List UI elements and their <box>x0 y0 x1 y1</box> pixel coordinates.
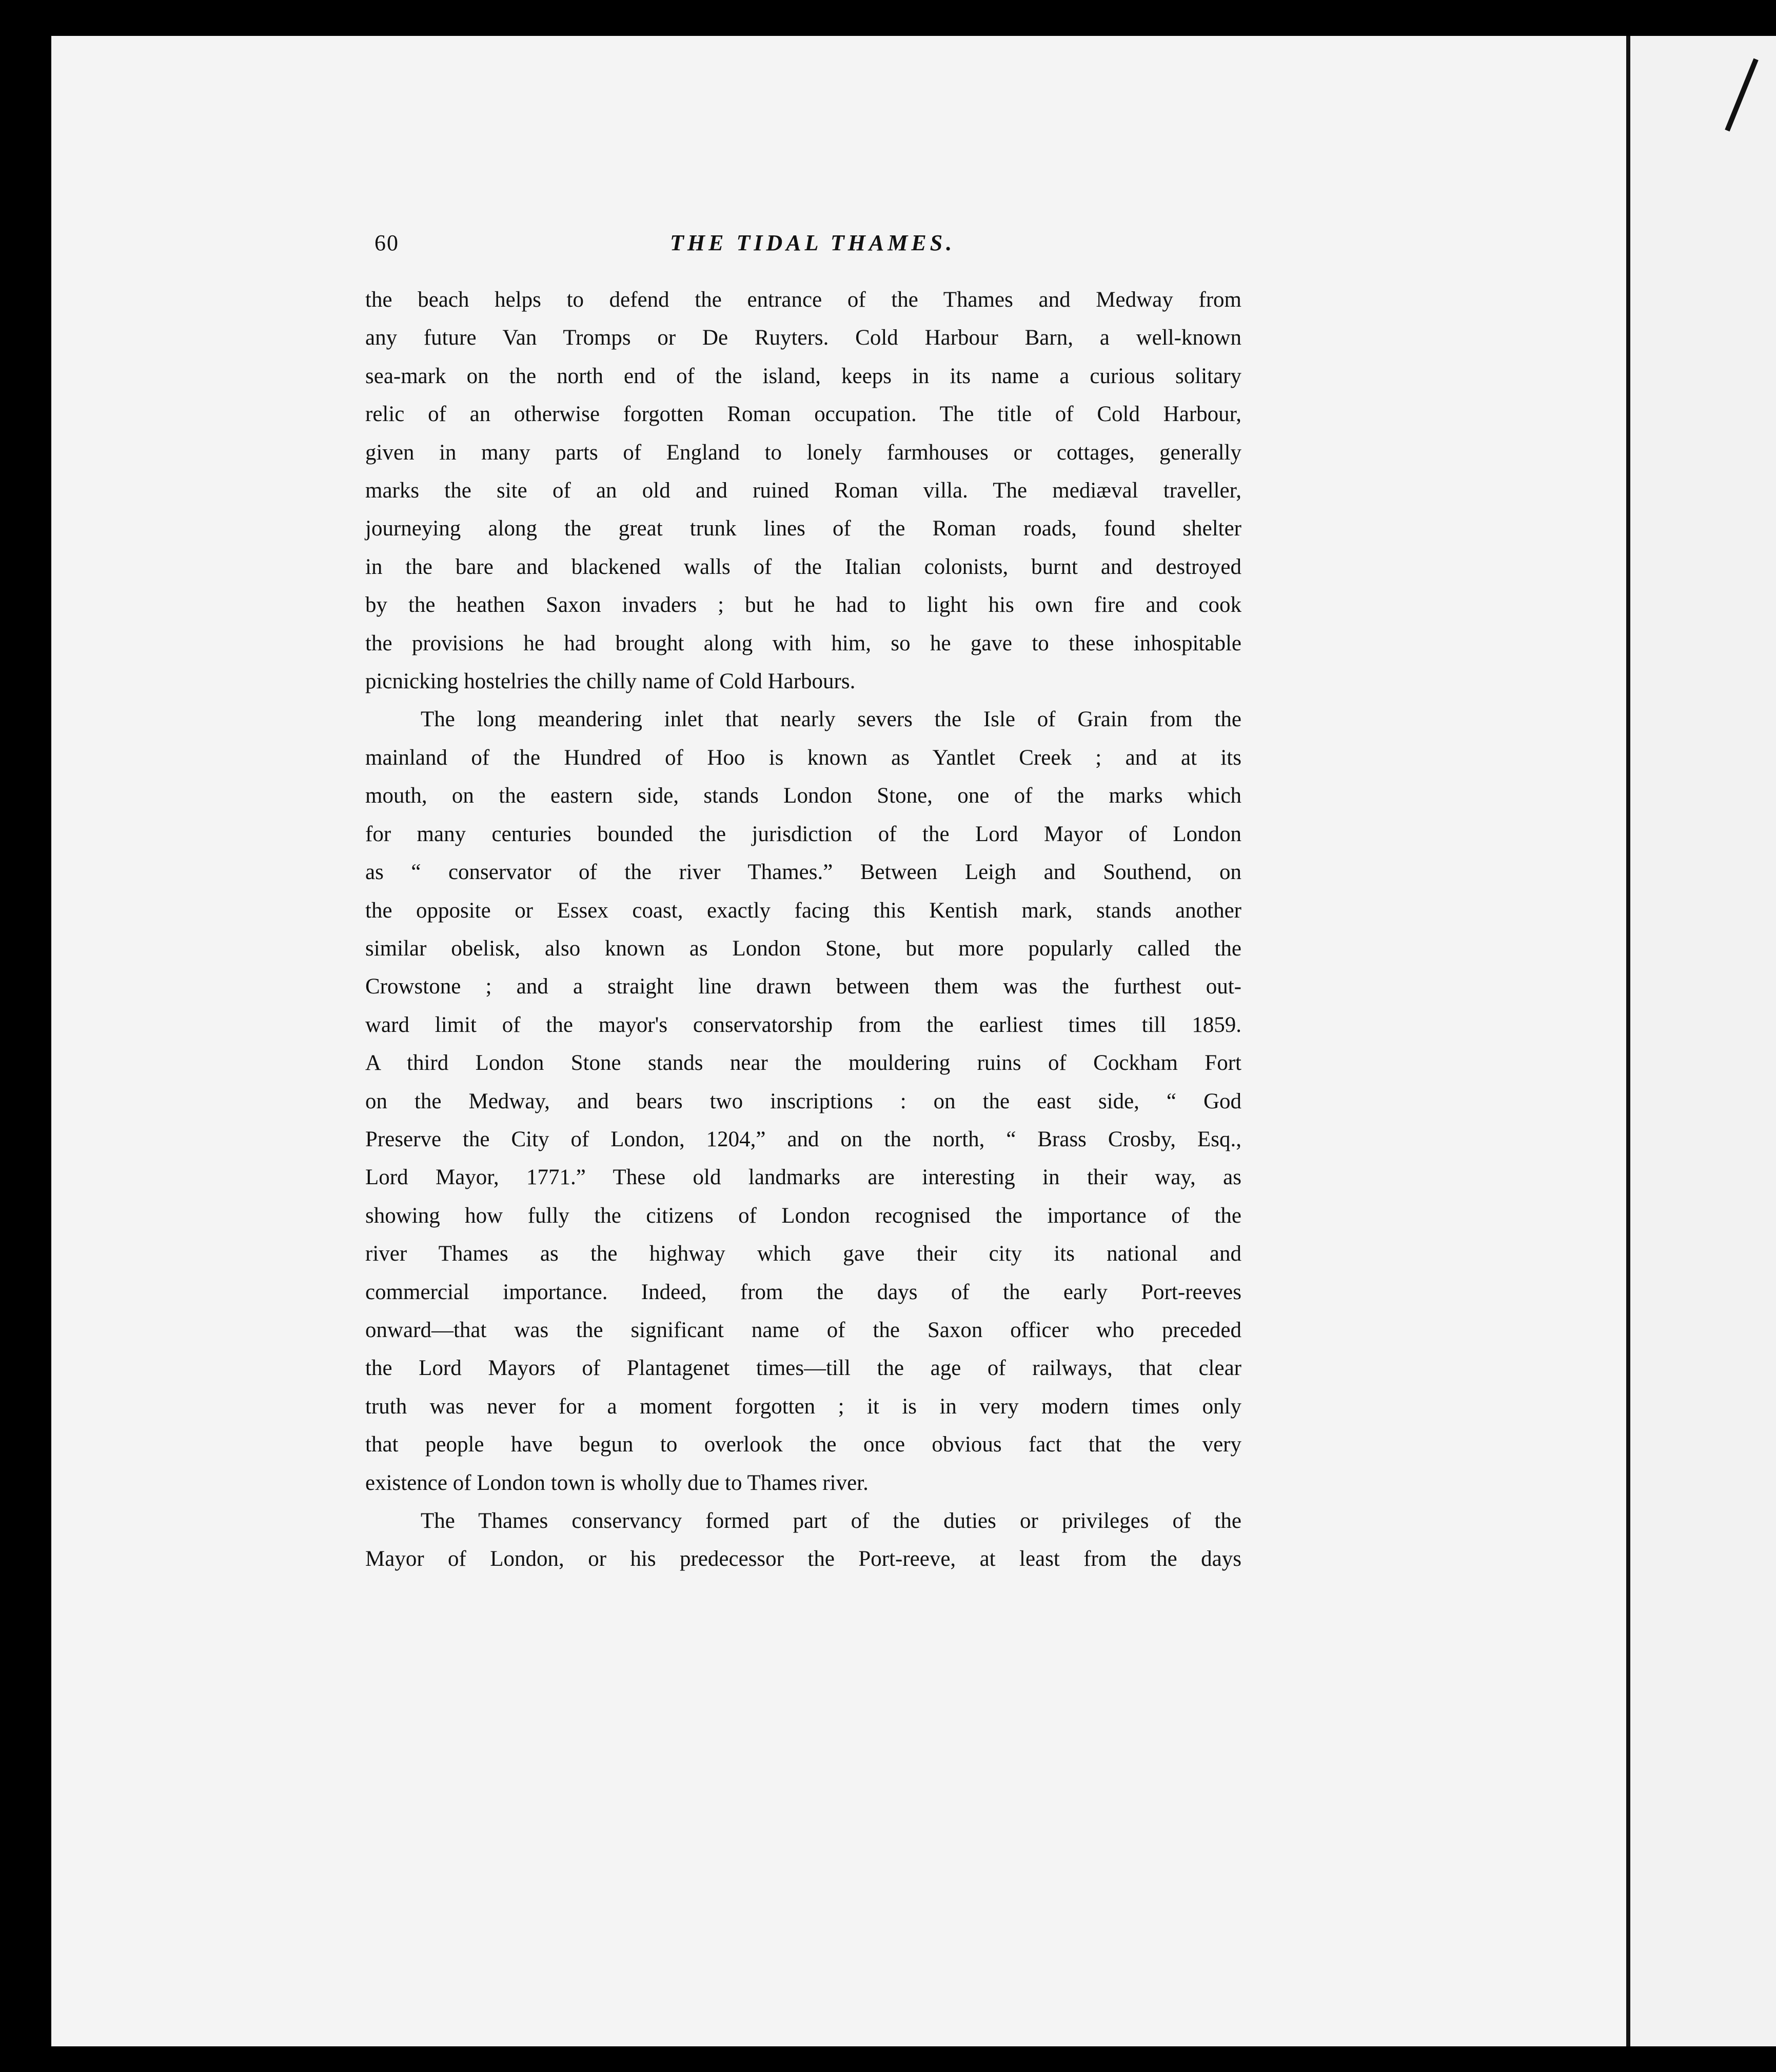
text-line: given in many parts of England to lonely farmhouses or cottages, generally <box>365 440 1241 465</box>
text-line: Mayor of London, or his predecessor the Port-reeve, at least from the days <box>365 1547 1241 1571</box>
text-line: A third London Stone stands near the mouldering ruins of Cockham Fort <box>365 1051 1241 1075</box>
text-line: onward—that was the significant name of the Saxon officer who preceded <box>365 1318 1241 1342</box>
text-line: similar obelisk, also known as London Stone, but more popularly called the <box>365 936 1241 961</box>
text-line: truth was never for a moment forgotten ; it is in very modern times only <box>365 1394 1241 1419</box>
text-line: commercial importance. Indeed, from the days of the early Port-reeves <box>365 1280 1241 1304</box>
text-line: on the Medway, and bears two inscriptions : on the east side, “ God <box>365 1089 1241 1113</box>
text-line: marks the site of an old and ruined Roman villa. The mediæval traveller, <box>365 479 1241 503</box>
text-line: river Thames as the highway which gave their city its national and <box>365 1242 1241 1266</box>
text-line: journeying along the great trunk lines of the Roman roads, found shelter <box>365 516 1241 541</box>
text-line: relic of an otherwise forgotten Roman occupation. The title of Cold Harbour, <box>365 402 1241 427</box>
text-line: ward limit of the mayor's conservatorship from the earliest times till 1859. <box>365 1012 1241 1037</box>
text-line: Crowstone ; and a straight line drawn between them was the furthest out- <box>365 974 1241 999</box>
text-line: showing how fully the citizens of London recognised the importance of the <box>365 1203 1241 1228</box>
text-line: Preserve the City of London, 1204,” and on the north, “ Brass Crosby, Esq., <box>365 1127 1241 1151</box>
text-line: Lord Mayor, 1771.” These old landmarks are interesting in their way, as <box>365 1165 1241 1190</box>
body-text <box>365 281 1241 1579</box>
text-line: picnicking hostelries the chilly name of Cold Harbours. <box>365 669 856 694</box>
text-line: the opposite or Essex coast, exactly facing this Kentish mark, stands another <box>365 898 1241 923</box>
text-line: by the heathen Saxon invaders ; but he had to light his own fire and cook <box>365 593 1241 617</box>
text-line: that people have begun to overlook the once obvious fact that the very <box>365 1432 1241 1457</box>
text-line: the Lord Mayors of Plantagenet times—till the age of railways, that clear <box>365 1356 1241 1381</box>
text-line: for many centuries bounded the jurisdiction of the Lord Mayor of London <box>365 822 1241 846</box>
page-header <box>374 230 1247 261</box>
text-line: any future Van Tromps or De Ruyters. Cold Harbour Barn, a well-known <box>365 326 1241 350</box>
text-line: The long meandering inlet that nearly severs the Isle of Grain from the <box>421 707 1241 732</box>
text-line: the beach helps to defend the entrance of the Thames and Medway from <box>365 288 1241 312</box>
text-line: mouth, on the eastern side, stands London Stone, one of the marks which <box>365 784 1241 808</box>
text-line: in the bare and blackened walls of the Italian colonists, burnt and destroyed <box>365 554 1241 579</box>
adjacent-page-edge <box>1626 36 1776 2046</box>
running-title: THE TIDAL THAMES. <box>670 230 956 255</box>
text-line: mainland of the Hundred of Hoo is known as Yantlet Creek ; and at its <box>365 745 1241 770</box>
text-line: The Thames conservancy formed part of the duties or privileges of the <box>421 1509 1241 1533</box>
text-line: sea-mark on the north end of the island, keeps in its name a curious solitary <box>365 364 1241 388</box>
text-line: the provisions he had brought along with him, so he gave to these inhospitable <box>365 631 1241 655</box>
text-line: existence of London town is wholly due to Thames river. <box>365 1470 869 1495</box>
text-line: as “ conservator of the river Thames.” Between Leigh and Southend, on <box>365 860 1241 885</box>
page-number: 60 <box>374 230 399 255</box>
